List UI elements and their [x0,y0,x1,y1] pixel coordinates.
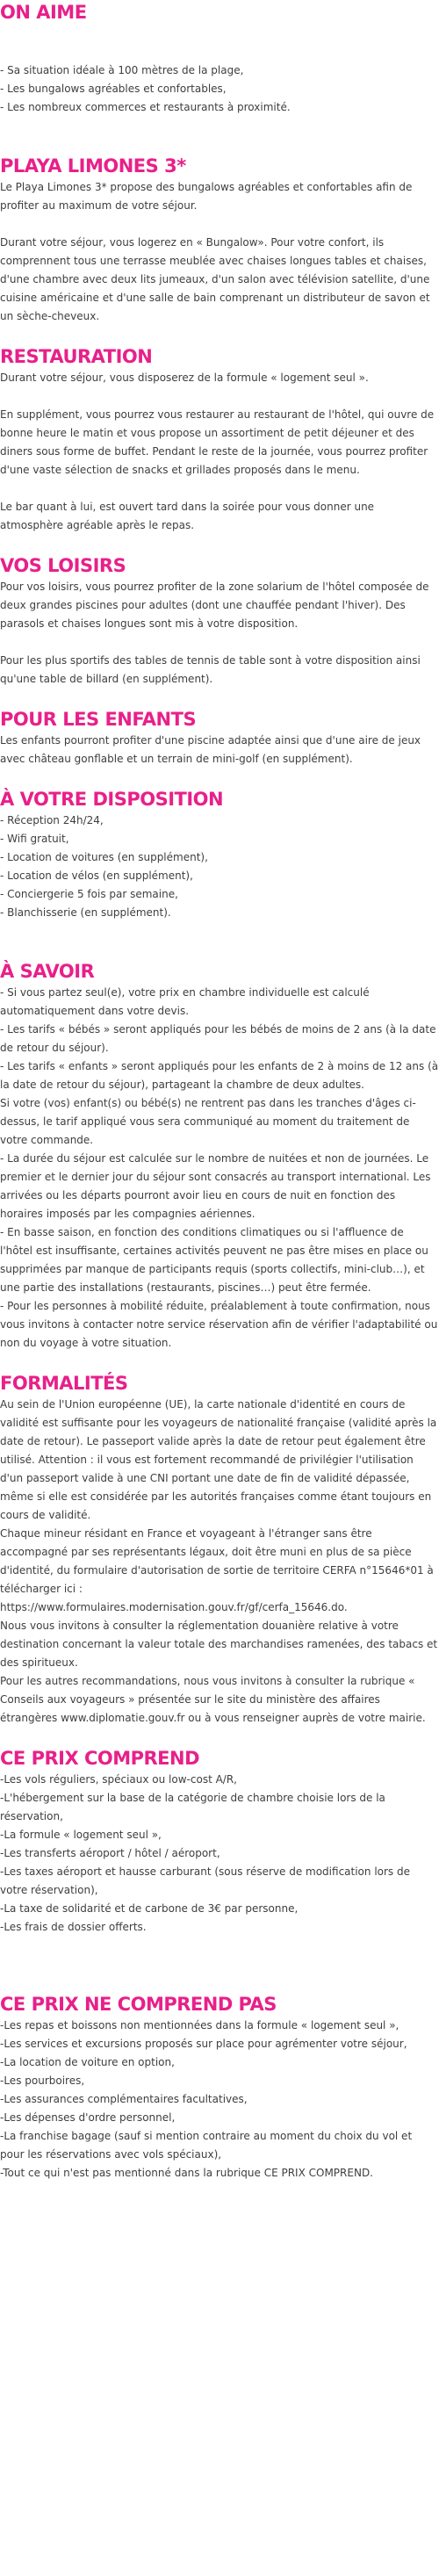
text-line: -L'hébergement sur la base de la catégorie de chambre choisie lors de la réservation, [0,1792,385,1822]
spacer [0,135,439,154]
section-body [0,732,439,768]
section-pour-les-enfants [0,707,439,787]
paragraph [0,1771,439,1937]
paragraph [0,369,439,387]
section-heading: RESTAURATION [0,346,153,367]
section-ce-prix-ne-comprend-pas [0,1992,439,2201]
paragraph-gap [0,633,439,652]
text-line: Le bar quant à lui, est ouvert tard dans la soirée pour vous donner une atmosphère agréable après le repas. [0,501,375,531]
text-line: -Les assurances complémentaires facultatives, [0,2093,248,2105]
text-line: Durant votre séjour, vous logerez en « Bungalow». Pour votre confort, ils comprennent tous une terrasse meublée avec chaises longues tables et chaises, d'une chambre avec deux lits jumeaux, d'un salon avec télévision satellite, d'une cuisine américaine et d'une salle de bain comprenant un distributeur de savon et un sèche-cheveux. [0,236,430,322]
paragraph [0,406,439,480]
section-body [0,1771,439,1937]
section-heading: CE PRIX NE COMPREND PAS [0,1994,277,2015]
section-end-gap [0,2183,439,2201]
section-ce-prix-comprend [0,1746,439,1955]
text-line: Pour les autres recommandations, nous vous invitons à consulter la rubrique « Conseils aux voyageurs » présentée sur le site du ministère des affaires étrangères www.diplomatie.gouv.fr ou à vous renseigner auprès de votre mairie. [0,1675,426,1724]
section-a-votre-disposition [0,787,439,941]
text-line: - Pour les personnes à mobilité réduite, préalablement à toute confirmation, nous vous invitons à contacter notre service réservation afin de vérifier l'adaptabilité ou non du voyage à votre situation. [0,1300,438,1349]
spacer [0,1955,439,1973]
section-end-gap [0,689,439,707]
text-line: - Les tarifs « enfants » seront appliqués pour les enfants de 2 à moins de 12 ans (à la date de retour du séjour), partageant la chambre de deux adultes. [0,1060,439,1091]
section-body [0,369,439,535]
text-line: Chaque mineur résidant en France et voyageant à l'étranger sans être accompagné par ses représentants légaux, doit être muni en plus de sa pièce d'identité, du formulaire d'autorisation de sortie de territoire CERFA n°15646*01 à télécharger ici : [0,1527,434,1595]
paragraph [0,178,439,215]
text-line: - Si vous partez seul(e), votre prix en chambre individuelle est calculé automatiquement dans votre devis. [0,986,370,1017]
section-body [0,812,439,922]
section-heading: À VOTRE DISPOSITION [0,789,224,810]
section-end-gap [0,326,439,344]
section-body [0,178,439,326]
paragraph [0,2017,439,2183]
paragraph [0,61,439,117]
text-line: Le Playa Limones 3* propose des bungalows agréables et confortables afin de profiter au maximum de votre séjour. [0,181,413,212]
text-line: -Les taxes aéroport et hausse carburant (sous réserve de modification lors de votre réservation), [0,1865,410,1896]
text-line: - Réception 24h/24, [0,814,104,826]
paragraph [0,732,439,768]
section-heading: ON AIME [0,2,87,23]
spacer [0,1973,439,1992]
text-line: - Location de vélos (en supplément), [0,869,193,882]
paragraph [0,498,439,535]
text-line: -Les vols réguliers, spéciaux ou low-cost A/R, [0,1773,237,1786]
paragraph-gap [0,387,439,406]
text-line: - Conciergerie 5 fois par semaine, [0,888,178,900]
section-body [0,1396,439,1728]
paragraph [0,25,439,43]
text-line: Au sein de l'Union européenne (UE), la carte nationale d'identité en cours de validité est suffisante pour les voyageurs de nationalité française (validité après la date de retour). Le passeport valide après la date de retour peut également être utilisé. Attention : il vous est fortement recommandé de privilégier l'utilisation d'un passeport valide à une CNI portant une date de fin de validité dépassée, même si elle est considérée par les autorités françaises comme étant toujours en cours de validité. [0,1398,437,1521]
text-line: https://www.formulaires.modernisation.gouv.fr/gf/cerfa_15646.do. [0,1601,348,1613]
section-restauration [0,344,439,553]
text-line: -Tout ce qui n'est pas mentionné dans la rubrique CE PRIX COMPREND. [0,2167,373,2179]
section-playa-limones [0,154,439,344]
text-line: -Les frais de dossier offerts. [0,1921,147,1933]
paragraph [0,1396,439,1728]
paragraph [0,578,439,633]
text-line: - Les tarifs « bébés » seront appliqués pour les bébés de moins de 2 ans (à la date de retour du séjour). [0,1023,436,1054]
paragraph-gap [0,215,439,234]
section-end-gap [0,535,439,553]
text-line: -La franchise bagage (sauf si mention contraire au moment du choix du vol et pour les réservations avec vols spéciaux), [0,2130,413,2161]
section-end-gap [0,1728,439,1746]
text-line: Pour vos loisirs, vous pourrez profiter de la zone solarium de l'hôtel composée de deux grandes piscines pour adultes (dont une chauffée pendant l'hiver). Des parasols et chaises longues sont mis à votre disposition. [0,581,429,630]
text-line: Durant votre séjour, vous disposerez de la formule « logement seul ». [0,372,369,384]
paragraph [0,234,439,326]
section-heading: VOS LOISIRS [0,555,126,576]
section-heading: PLAYA LIMONES 3* [0,155,186,177]
section-body [0,2017,439,2183]
text-line: -Les pourboires, [0,2075,85,2087]
section-body [0,25,439,117]
text-line: Si votre (vos) enfant(s) ou bébé(s) ne rentrent pas dans les tranches d'âges ci-dessus, le tarif appliqué vous sera communiqué au moment du traitement de votre commande. [0,1097,416,1146]
section-vos-loisirs [0,553,439,707]
section-end-gap [0,922,439,941]
text-line: Pour les plus sportifs des tables de tennis de table sont à votre disposition ainsi qu'une table de billard (en supplément). [0,654,421,685]
section-on-aime [0,0,439,135]
section-formalites [0,1371,439,1746]
text-line: -La location de voiture en option, [0,2056,175,2068]
text-line: -Les repas et boissons non mentionnées dans la formule « logement seul », [0,2019,399,2031]
section-end-gap [0,1937,439,1955]
text-line: -La taxe de solidarité et de carbone de 3€ par personne, [0,1902,299,1915]
text-line: -Les services et excursions proposés sur place pour agrémenter votre séjour, [0,2038,407,2050]
section-heading: FORMALITÉS [0,1373,128,1394]
blank-line [0,25,439,43]
paragraph [0,984,439,1353]
section-body [0,578,439,689]
section-body [0,984,439,1353]
section-heading: POUR LES ENFANTS [0,709,197,730]
text-line: - La durée du séjour est calculée sur le nombre de nuitées et non de journées. Le premier et le dernier jour du séjour sont consacrés au transport international. Les arrivées ou les départs pourront avoir lieu en cours de nuit en fonction des horaires imposés par les compagnies aériennes. [0,1152,431,1220]
text-line: Les enfants pourront profiter d'une piscine adaptée ainsi que d'une aire de jeux avec château gonflable et un terrain de mini-golf (en supplément). [0,734,421,765]
paragraph [0,812,439,922]
text-line: - Wifi gratuit, [0,833,69,845]
spacer [0,941,439,959]
text-line: Nous vous invitons à consulter la réglementation douanière relative à votre destination concernant la valeur totale des marchandises ramenées, des tabacs et des spiritueux. [0,1620,438,1669]
section-heading: À SAVOIR [0,961,95,982]
paragraph [0,652,439,689]
text-line: -Les dépenses d'ordre personnel, [0,2111,176,2124]
section-heading: CE PRIX COMPREND [0,1748,200,1769]
section-end-gap [0,1353,439,1371]
text-line: - Sa situation idéale à 100 mètres de la plage, [0,64,244,76]
text-line: - Blanchisserie (en supplément). [0,906,171,919]
text-line: - En basse saison, en fonction des conditions climatiques ou si l'affluence de l'hôtel est insuffisante, certaines activités peuvent ne pas être mises en place ou supprimées par manque de participants requis (sports collectifs, mini-club…), et une partie des installations (restaurants, piscines…) peut être fermée. [0,1226,428,1294]
text-line: -La formule « logement seul », [0,1829,162,1841]
text-line: En supplément, vous pourrez vous restaurer au restaurant de l'hôtel, qui ouvre de bonne heure le matin et vous propose un assortiment de petit déjeuner et des diners sous forme de buffet. Pendant le reste de la journée, vous pourrez profiter d'une vaste sélection de snacks et grillades proposés dans le menu. [0,408,435,476]
text-line: - Location de voitures (en supplément), [0,851,208,863]
paragraph-gap [0,43,439,61]
text-line: -Les transferts aéroport / hôtel / aéroport, [0,1847,220,1859]
section-end-gap [0,768,439,787]
text-line: - Les bungalows agréables et confortables, [0,83,227,95]
section-end-gap [0,117,439,135]
section-a-savoir [0,959,439,1371]
text-line: - Les nombreux commerces et restaurants à proximité. [0,101,291,113]
paragraph-gap [0,480,439,498]
